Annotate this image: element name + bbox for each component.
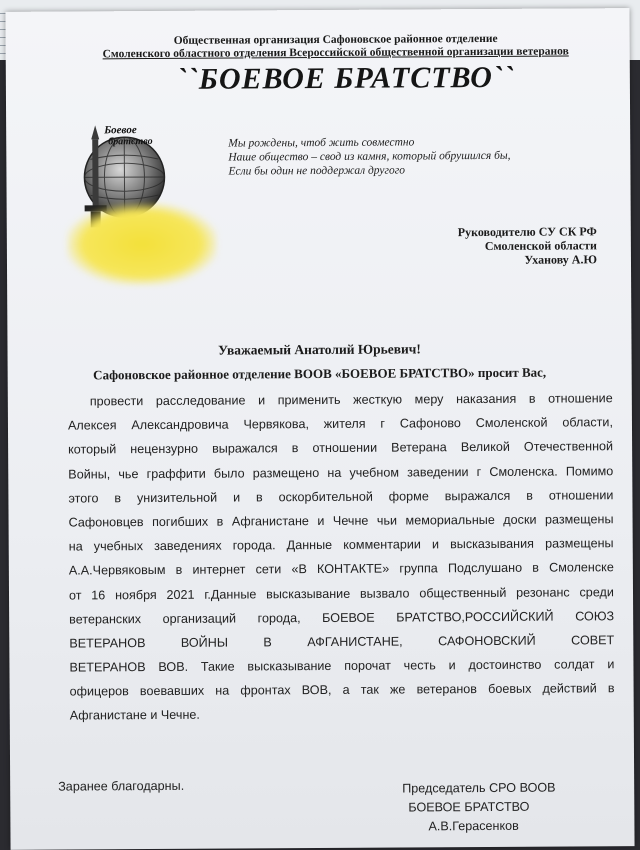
body-line [68,435,613,463]
body-word: Смоленской [476,411,548,436]
body-word: в [256,485,263,509]
body-word: в [529,387,536,411]
body-word: размещены [545,531,614,556]
body-word: АФГАНИСТАНЕ, [307,629,403,654]
addressee-line: Уханову А.Ю [387,252,597,267]
body-word: офицеров [70,679,129,704]
body-word: Такие [201,655,235,679]
body-word: в [532,556,539,580]
body-word: среди [579,580,614,604]
body-line [69,580,614,608]
signature-title: Председатель СРО ВООВ [402,779,555,799]
body-word: размещены [545,507,614,532]
body-word: воевавших [140,679,204,704]
body-word: форме [389,484,429,508]
body-word: СОЮЗ [575,604,614,628]
letter-sheet [5,8,634,850]
body-word: учебном [349,460,399,484]
body-word: выражался [212,437,278,462]
body-word: так [361,678,379,702]
body-line [69,556,614,584]
motto-line: Если бы один не поддержал другого [228,163,510,179]
body-word: ВОЙНЫ [181,630,228,654]
body-word: честь [404,653,436,677]
body-word: ВОВ, [302,678,332,702]
signature-name: А.В.Герасенков [402,817,555,837]
body-word: солдат [554,652,595,676]
motto-line: Мы рождены, чтоб жить совместно [228,135,510,151]
body-word: СОВЕТ [571,628,614,652]
body-word: боевых [488,677,531,701]
body-word: порочат [344,654,391,678]
body-word: который [68,438,116,462]
body-word: Смоленска. [489,459,558,484]
body-word: в [217,510,224,534]
body-word: отношении [312,436,377,461]
body-word: ВЕТЕРАНОВ [69,655,145,680]
body-word: погибших [152,510,208,535]
body-word: провести [90,389,144,414]
body-word: этого [68,486,98,510]
body-word: ноября [115,583,157,607]
body-word: выражался [445,484,511,509]
body-word: в [526,483,533,507]
addressee-block [387,224,597,267]
redaction-mark [67,203,217,286]
body-word: БОЕВОЕ [322,605,375,630]
body-line: Афганистане и Чечне. [70,701,615,729]
body-word: наказания [456,387,516,412]
body-word: в [114,486,121,510]
body-word: г [477,460,482,484]
body-word: мемориальные [405,508,494,533]
body-word: высказывание [247,654,331,679]
body-word: и [258,388,265,412]
body-word: граффити [147,461,206,486]
body-word: Сафоновцев [68,510,143,535]
body-line [69,628,614,656]
body-word: города. [233,533,276,557]
body-word: Афганистане [232,509,309,534]
body-word: жителя [324,412,366,436]
body-word: на [327,460,341,484]
body-word: Червякова, [243,412,309,437]
body-word: чье [118,462,138,486]
letter-body [68,386,615,728]
body-word: ветеранских [69,607,141,632]
body-word: ветеранов [416,677,477,702]
body-word: и [449,653,456,677]
body-word: и [607,652,614,676]
body-word: в [608,676,615,700]
body-word: на [69,535,83,559]
logo-text-line2: братство [108,136,152,147]
body-word: Сафоново [400,411,461,436]
signature-org: БОЕВОЕ БРАТСТВО [402,798,555,818]
body-word: отношение [548,386,613,411]
body-word: интернет [192,558,245,583]
body-word: и [432,532,439,556]
body-word: Чечне [333,509,369,533]
body-word: САФОНОВСКИЙ [438,629,536,654]
body-word: г [380,412,385,436]
body-word: размещено [253,461,320,486]
brand-title: ``БОЕВОЕ БРАТСТВО`` [136,61,556,98]
body-word: Смоленске [549,556,614,581]
body-word: 2021 [166,582,194,606]
body-word: применить [278,388,341,413]
body-word: Алексея [68,413,117,437]
body-word: высказывания [450,532,534,557]
header-org-line: Общественная организация Сафоновское районное отделение [56,32,616,48]
motto-line: Наше общество – свод из камня, который обрушился бы, [228,149,510,165]
greeting: Уважаемый Анатолий Юрьевич! [7,340,631,360]
body-word: комментарии [343,533,421,558]
body-word: доски [503,508,536,532]
body-word: и [317,509,324,533]
body-word: от [69,583,82,607]
body-line [69,652,614,680]
body-word: на [215,679,229,703]
body-word: города, [258,606,301,630]
body-line [68,410,613,438]
body-word: Александровича [131,413,228,438]
body-word: отношении [549,483,614,508]
body-word: меру [415,387,444,411]
body-word: Великой [461,435,510,459]
body-word: в [176,558,183,582]
body-word: Войны, [68,462,110,486]
body-word: в [292,437,299,461]
body-word: ВОВ. [158,655,188,679]
header-parent-org-line: Смоленского областного отделения Всероссийской общественной организации ветеранов [56,45,616,61]
body-word: и [233,485,240,509]
body-word: «В [291,557,307,581]
body-word: А.А.Червяковым [69,558,166,583]
logo-text-line1: Боевое [103,124,137,136]
body-word: г.Данные [204,582,256,607]
body-word: 16 [91,583,105,607]
body-word: фронтах [240,678,290,702]
body-word: вызвало [360,581,410,605]
intro-line: Сафоновское районное отделение ВООВ «БОЕВОЕ БРАТСТВО» просит Вас, [8,364,632,384]
body-word: расследование [156,388,246,413]
body-line [68,386,613,414]
body-word: области, [562,410,613,434]
body-word: заведениях [154,534,222,559]
body-line [69,604,614,632]
body-line [68,507,613,535]
body-word: сети [256,558,282,582]
body-word: Подслушано [448,556,522,581]
body-word: а [343,678,350,702]
body-word: чьи [377,508,397,532]
body-word: Отечественной [524,435,613,460]
body-word: нецензурно [130,437,198,462]
body-word: ВЕТЕРАНОВ [69,631,145,656]
signature-block [402,779,556,837]
closing: Заранее благодарны. [58,779,184,794]
body-word: же [390,678,406,702]
addressee-line: Руководителю СУ СК РФ [387,224,597,239]
body-word: Данные [287,533,333,557]
body-word: группа [399,557,438,581]
body-word: резонанс [516,580,570,605]
body-word: заведении [407,460,469,485]
body-word: БРАТСТВО,РОССИЙСКИЙ [396,604,553,629]
body-word: высказывание [266,581,350,606]
body-word: В [263,630,272,654]
body-word: оскорбительной [278,484,372,509]
body-word: унизительной [137,485,217,510]
body-word: Помимо [566,459,614,483]
body-word: общественный [419,580,506,605]
body-word: организаций [163,606,237,631]
body-word: жесткую [353,387,402,411]
body-word: было [214,461,245,485]
motto [228,135,510,179]
body-line [68,459,613,487]
body-word: действий [542,677,596,702]
body-word: КОНТАКТЕ» [317,557,389,582]
body-line [70,676,615,704]
body-line [68,483,613,511]
body-line [69,531,614,559]
addressee-line: Смоленской области [387,238,597,253]
body-word: достоинство [468,653,541,678]
body-word: Ветерана [391,436,447,461]
body-word: учебных [94,534,143,558]
